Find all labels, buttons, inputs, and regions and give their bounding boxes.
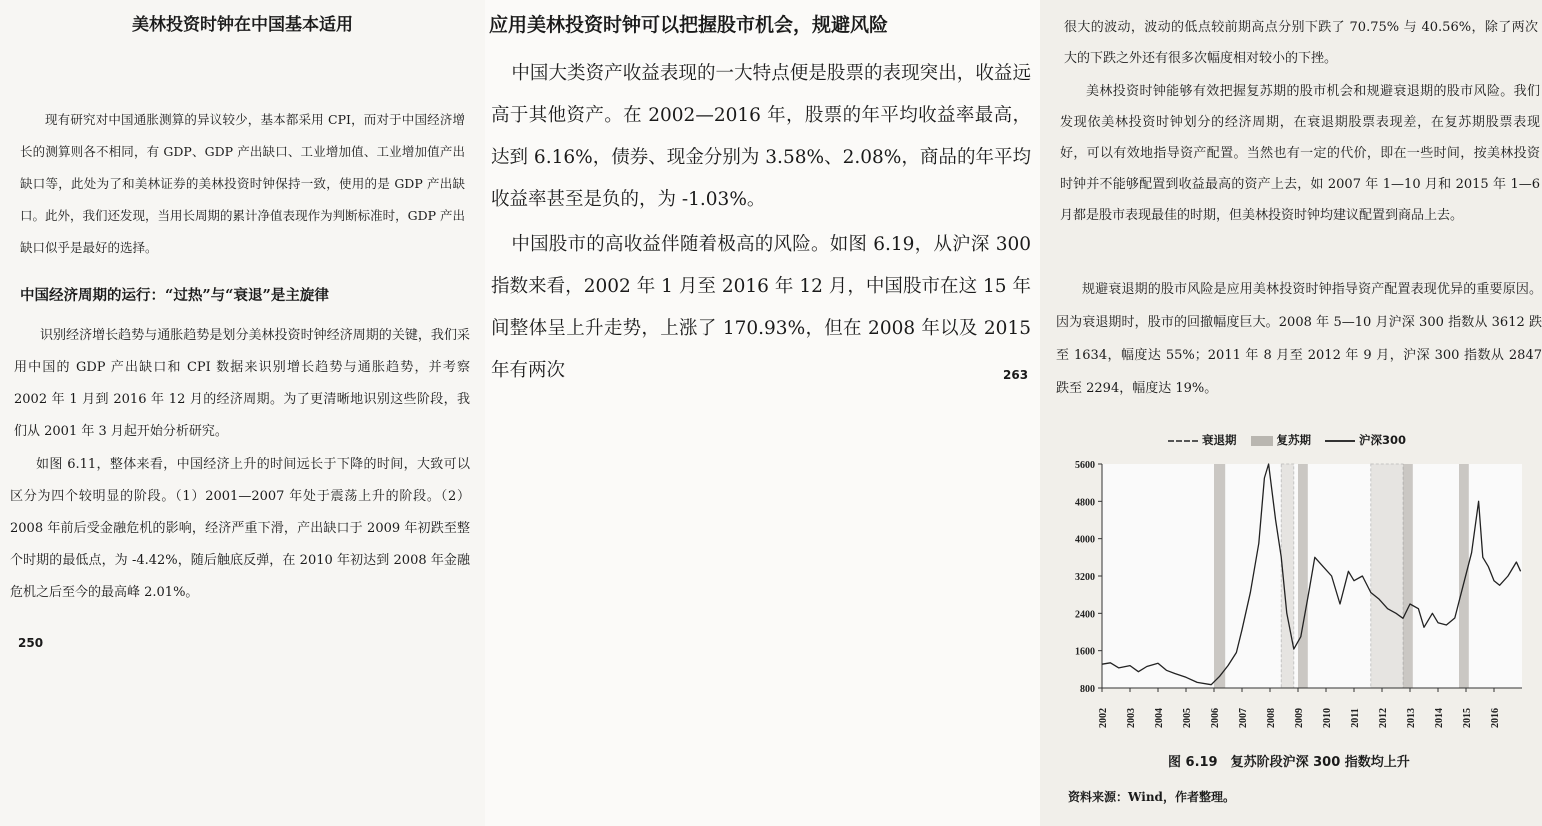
recovery-band-3: [1459, 464, 1469, 688]
left-paragraph-3: [10, 449, 470, 609]
left-paragraph-1: [20, 104, 465, 264]
x-tick-label-12: 2014: [1434, 708, 1445, 728]
left-page-number: 250: [18, 636, 44, 650]
middle-page: [485, 0, 1040, 826]
right-paragraph-0: [1064, 12, 1538, 74]
legend-item-recovery: [1251, 432, 1312, 448]
right-paragraph-2-text: 规避衰退期的股市风险是应用美林投资时钟指导资产配置表现优异的重要原因。因为衰退期时，股市的回撤幅度巨大。2008 年 5—10 月沪深 300 指数从 3612 跌至 1634，幅度达 55%；2011 年 8 月至 2012 年 9 月，沪深 300 指数从 2847 跌至 2294，幅度达 19%。: [1056, 282, 1542, 396]
x-tick-label-8: 2010: [1322, 708, 1333, 728]
y-tick-label-4: 4000: [1075, 534, 1095, 546]
left-page-title: 美林投资时钟在中国基本适用: [132, 15, 353, 35]
legend-swatch-hs300: [1325, 440, 1355, 442]
legend-swatch-recession: [1168, 440, 1198, 442]
middle-page-title: 应用美林投资时钟可以把握股市机会，规避风险: [489, 14, 889, 36]
middle-paragraph-2: [491, 224, 1031, 392]
recession-band-1: [1371, 464, 1403, 688]
chart-legend: [1168, 432, 1406, 448]
hs300-line-chart: [1040, 448, 1542, 748]
right-paragraph-0-text: 很大的波动，波动的低点较前期高点分别下跌了 70.75% 与 40.56%，除了两次大的下跌之外还有很多次幅度相对较小的下挫。: [1064, 20, 1538, 66]
left-section-heading: 中国经济周期的运行：“过热”与“衰退”是主旋律: [20, 287, 329, 304]
figure-caption: 图 6.19 复苏阶段沪深 300 指数均上升: [1168, 755, 1410, 770]
left-page: [0, 0, 485, 826]
legend-label-recovery: 复苏期: [1276, 433, 1311, 447]
x-tick-label-10: 2012: [1378, 708, 1389, 728]
y-tick-label-5: 4800: [1075, 497, 1095, 509]
source-note: 资料来源：Wind，作者整理。: [1068, 790, 1235, 804]
y-tick-label-0: 800: [1080, 684, 1095, 695]
right-page: [1040, 0, 1542, 826]
x-tick-label-13: 2015: [1462, 708, 1473, 728]
right-paragraph-1: [1060, 76, 1540, 231]
legend-label-hs300: 沪深300: [1359, 433, 1407, 447]
x-tick-label-2: 2004: [1154, 708, 1165, 728]
x-tick-label-7: 2009: [1294, 708, 1305, 728]
x-tick-label-3: 2005: [1182, 708, 1193, 728]
x-tick-label-11: 2013: [1406, 708, 1417, 728]
legend-item-hs300: [1325, 432, 1406, 448]
middle-paragraph-1: [491, 53, 1031, 221]
left-paragraph-3-text: 如图 6.11，整体来看，中国经济上升的时间远长于下降的时间，大致可以区分为四个较明显的阶段。（1）2001—2007 年处于震荡上升的阶段。（2）2008 年前后受金融危机的影响，经济严重下滑，产出缺口于 2009 年初跌至整个时期的最低点，为 -4.42%，随后触底反弹，在 2010 年初达到 2008 年金融危机之后至今的最高峰 2.01%。: [10, 457, 470, 600]
right-paragraph-2: [1056, 273, 1542, 405]
legend-label-recession: 衰退期: [1202, 433, 1237, 447]
x-tick-label-0: 2002: [1098, 708, 1109, 728]
y-tick-label-1: 1600: [1075, 646, 1095, 658]
y-tick-label-3: 3200: [1075, 572, 1095, 583]
recovery-band-2: [1403, 464, 1413, 688]
legend-item-recession: [1168, 432, 1237, 448]
x-tick-label-5: 2007: [1238, 708, 1249, 728]
right-paragraph-1-text: 美林投资时钟能够有效把握复苏期的股市机会和规避衰退期的股市风险。我们发现依美林投资时钟划分的经济周期，在衰退期股票表现差，在复苏期股票表现好，可以有效地指导资产配置。当然也有一定的代价，即在一些时间，按美林投资时钟并不能够配置到收益最高的资产上去，如 2007 年 1—10 月和 2015 年 1—6 月都是股市表现最佳的时期，但美林投资时钟均建议配置到商品上去。: [1060, 84, 1540, 223]
left-paragraph-2-text: 识别经济增长趋势与通胀趋势是划分美林投资时钟经济周期的关键，我们采用中国的 GDP 产出缺口和 CPI 数据来识别增长趋势与通胀趋势，并考察 2002 年 1 月到 2016 年 12 月的经济周期。为了更清晰地识别这些阶段，我们从 2001 年 3 月起开始分析研究。: [14, 328, 470, 439]
y-tick-label-6: 5600: [1075, 460, 1095, 471]
middle-paragraph-1-text: 中国大类资产收益表现的一大特点便是股票的表现突出，收益远高于其他资产。在 2002—2016 年，股票的年平均收益率最高，达到 6.16%，债券、现金分别为 3.58%、2.08%，商品的年平均收益率甚至是负的，为 -1.03%。: [491, 63, 1031, 210]
x-tick-label-14: 2016: [1490, 708, 1501, 728]
middle-page-number: 263: [1003, 368, 1029, 382]
left-paragraph-2: [14, 320, 470, 448]
x-tick-label-1: 2003: [1126, 708, 1137, 728]
x-tick-label-9: 2011: [1350, 708, 1361, 728]
left-paragraph-1-text: 现有研究对中国通胀测算的异议较少，基本都采用 CPI，而对于中国经济增长的测算则各不相同，有 GDP、GDP 产出缺口、工业增加值、工业增加值产出缺口等，此处为了和美林证券的美林投资时钟保持一致，使用的是 GDP 产出缺口。此外，我们还发现，当用长周期的累计净值表现作为判断标准时，GDP 产出缺口似乎是最好的选择。: [20, 112, 465, 255]
recovery-band-1: [1298, 464, 1308, 688]
x-tick-label-4: 2006: [1210, 708, 1221, 728]
middle-paragraph-2-text: 中国股市的高收益伴随着极高的风险。如图 6.19，从沪深 300 指数来看，2002 年 1 月至 2016 年 12 月，中国股市在这 15 年间整体呈上升走势，上涨了 170.93%，但在 2008 年以及 2015 年有两次: [491, 234, 1031, 381]
y-tick-label-2: 2400: [1075, 609, 1095, 621]
x-tick-label-6: 2008: [1266, 708, 1277, 728]
legend-swatch-recovery: [1251, 436, 1273, 446]
recovery-band-0: [1214, 464, 1225, 688]
